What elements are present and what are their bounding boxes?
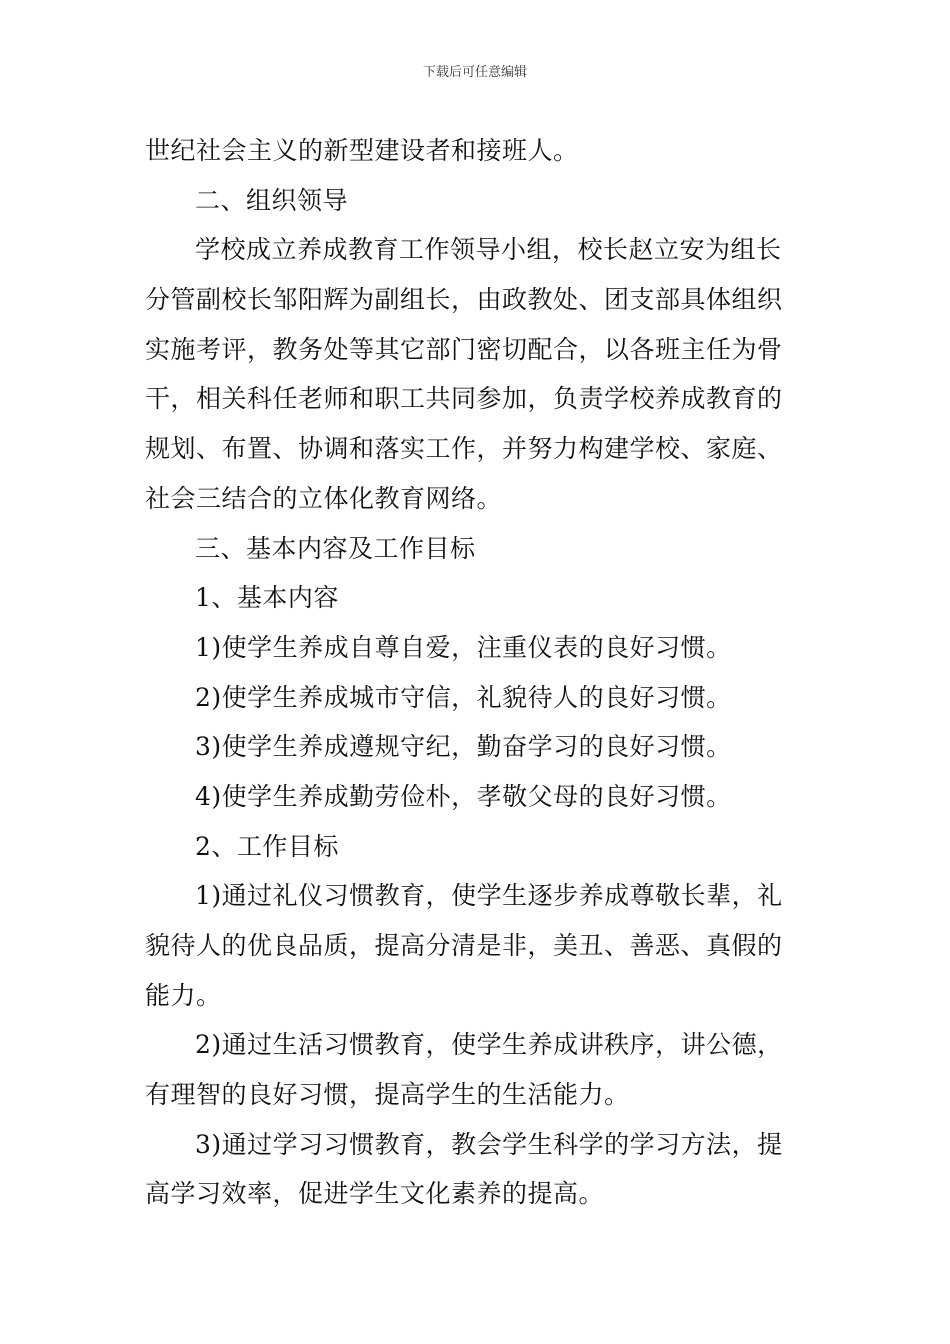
text-line: 能力。 [145, 980, 222, 1010]
text-line: 高学习效率，促进学生文化素养的提高。 [145, 1179, 605, 1209]
list-item: 2)使学生养成城市守信，礼貌待人的良好习惯。 [195, 682, 732, 712]
list-item: 3)使学生养成遵规守纪，勤奋学习的良好习惯。 [195, 732, 732, 762]
document-body [145, 126, 810, 1219]
section-heading: 二、组织领导 [195, 185, 349, 215]
list-item: 1)使学生养成自尊自爱，注重仪表的良好习惯。 [195, 632, 732, 662]
text-line: 世纪社会主义的新型建设者和接班人。 [145, 136, 579, 165]
text-line: 规划、布置、协调和落实工作，并努力构建学校、家庭、 [145, 434, 783, 464]
list-item: 4)使学生养成勤劳俭朴，孝敬父母的良好习惯。 [195, 781, 732, 811]
text-line: 貌待人的优良品质，提高分清是非，美丑、善恶、真假的 [145, 931, 783, 960]
list-item: 2)通过生活习惯教育，使学生养成讲秩序，讲公德， [195, 1030, 783, 1060]
page-header: 下载后可任意编辑 [422, 65, 527, 80]
subsection-heading: 1、基本内容 [195, 583, 339, 613]
list-item: 1)通过礼仪习惯教育，使学生逐步养成尊敬长辈，礼 [195, 881, 783, 911]
text-line: 社会三结合的立体化教育网络。 [145, 483, 503, 513]
list-item: 3)通过学习习惯教育，教会学生科学的学习方法，提 [195, 1129, 783, 1159]
text-line: 实施考评，教务处等其它部门密切配合，以各班主任为骨 [145, 334, 783, 364]
subsection-heading: 2、工作目标 [195, 831, 339, 861]
section-heading: 三、基本内容及工作目标 [195, 533, 476, 563]
text-line: 分管副校长邹阳辉为副组长，由政教处、团支部具体组织 [145, 285, 783, 315]
text-line: 学校成立养成教育工作领导小组，校长赵立安为组长 [195, 235, 782, 265]
text-line: 有理智的良好习惯，提高学生的生活能力。 [145, 1080, 630, 1110]
text-line: 干，相关科任老师和职工共同参加，负责学校养成教育的 [145, 384, 783, 414]
